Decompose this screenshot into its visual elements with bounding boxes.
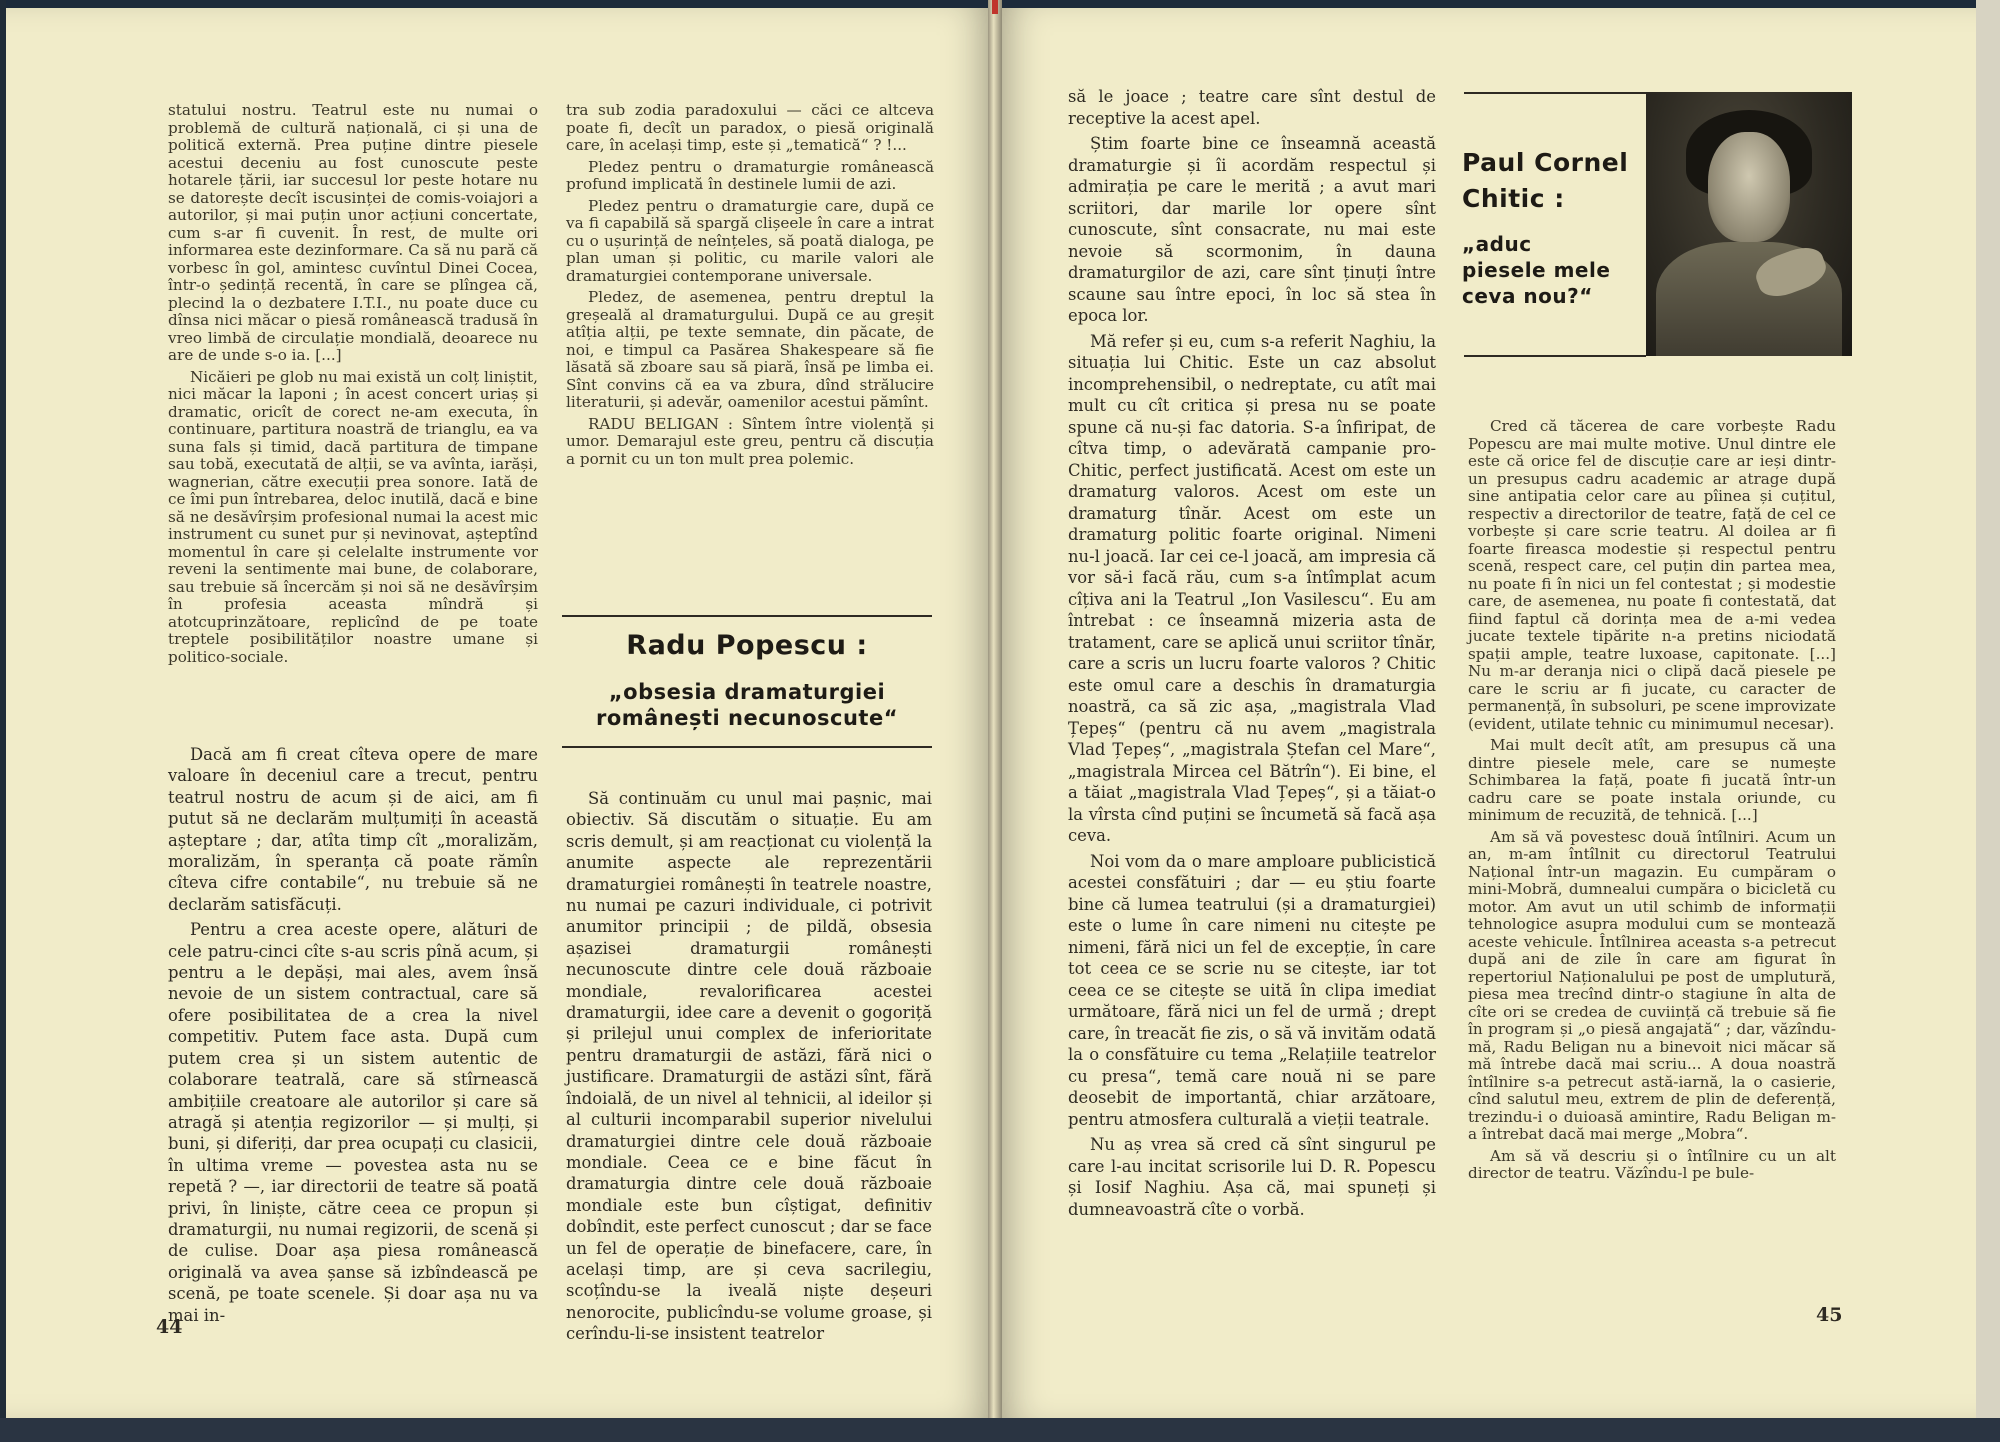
paragraph: Pledez pentru o dramaturgie care, după ce va fi capabilă să spargă clișeele în care a intrat cu o ușurință de neînțeles, să poată dialoga, pe plan uman și politic, cu marile valori ale dramaturgiei contemporane universale. [566, 196, 934, 285]
paragraph: statului nostru. Teatrul este nu numai o problemă de cultură națională, ci și una de politică externă. Prea puține dintre piesele acestui deceniu au fost cunoscute peste hotarele țării, iar succesul lor peste hotare nu se datorește decît iscusinței de comis-voiajori a autorilor, și mai puțin unor acțiuni concertate, cum s-ar fi cuvenit. În rest, de multe ori informarea este dezinformare. Ca să nu pară că vorbesc în gol, amintesc cuvîntul Dinei Cocea, într-o ședință recentă, în care se plîngea că, plecind la o dezbatere I.T.I., nu poate duce cu dînsa nici măcar o piesă românească tradusă în vreo limbă de circulație mondială, deoarece nu are de unde s-o ia. [...] [168, 101, 538, 364]
right-column-3 [1068, 86, 1436, 1224]
paragraph: Nu aș vrea să cred că sînt singurul pe care l-au incitat scrisorile lui D. R. Popescu și Iosif Naghiu. Așa că, mai spuneți și dumneavoastră cîte o vorbă. [1068, 1135, 1436, 1219]
paragraph: Dacă am fi creat cîteva opere de mare valoare în deceniul care a trecut, pentru teatrul nostru de acum și de aici, am fi putut să ne declarăm mulțumiți în această așteptare ; dar, atîta timp cît „moralizăm, moralizăm, în speranța că poate rămîn cîteva cifre contabile“, nu trebuie să ne declarăm satisfăcuți. [168, 745, 538, 914]
heading-name-line1: Paul Cornel [1462, 148, 1629, 177]
left-column-2-bottom [566, 788, 932, 1349]
paragraph: să le joace ; teatre care sînt destul de receptive la acest apel. [1068, 87, 1436, 128]
page-number-left: 44 [156, 1316, 183, 1338]
heading-subtitle-line1: „aduc [1462, 232, 1532, 256]
heading-name: Radu Popescu : [626, 630, 868, 661]
paragraph: Noi vom da o mare amploare publicistică acestei consfătuiri ; dar — eu știu foarte bine că lumea teatrului (și a dramaturgiei) este o lume în care nimeni nu citește pe nimeni, fără nici un fel de excepție, în care tot ceea ce se scrie nu se citește, iar tot ceea ce se citește se uită în clipa imediat următoare, fără nici un fel de urmă ; drept care, în treacăt fie zis, o să vă invităm odată la o consfătuire cu tema „Relațiile teatrelor cu presa“, temă care nouă ni se pare deosebit de importantă, chiar arzătoare, pentru atmosfera culturală a vieții teatrale. [1068, 851, 1436, 1129]
portrait-face [1708, 132, 1790, 242]
heading-rule-bottom-right [1464, 355, 1646, 357]
paragraph: Pentru a crea aceste opere, alături de cele patru-cinci cîte s-au scris pînă acum, și pentru a le depăși, mai ales, avem însă nevoie de un sistem contractual, care să ofere posibilitatea de a crea la nivel competitiv. Putem face asta. După cum putem crea și un sistem autentic de colaborare teatrală, care să stîrnească ambițiile creatoare ale autorilor și care să atragă și atenția regizorilor — și mulți, și buni, și diferiți, dar prea ocupați cu clasicii, în ultima vreme — povestea asta nu se repetă ? —, iar directorii de teatre să poată privi, în liniște, către ceea ce propun și dramaturgii, nu numai regizorii, de scenă și de culise. Doar așa piesa românească originală va avea șanse să izbîndească pe scenă, pe toate scenele. Și doar așa nu va mai in- [168, 920, 538, 1325]
paragraph: Nicăieri pe glob nu mai există un colț liniștit, nici măcar la laponi ; în acest concert uriaș și dramatic, oricît de corect ne-am executa, în continuare, partitura noastră de trianglu, ea va suna fals și timid, dacă partitura de timpane sau tobă, executată de alții, se va avînta, iarăși, wagnerian, către execuții prea sonore. Iată de ce îmi pun întrebarea, deloc inutilă, dacă e bine să ne desăvîrșim profesional numai la acest mic instrument cu sunet pur și nevinovat, așteptînd momentul în care și celelalte instrumente vor reveni la sentimente mai bune, de colaborare, sau trebuie să încercăm și noi să ne desăvîrșim în profesia aceasta mîndră și atotcuprinzătoare, replicînd de pe toate treptele posibilităților noastre umane și politico-sociale. [168, 367, 538, 666]
paragraph: Să continuăm cu unul mai pașnic, mai obiectiv. Să discutăm o situație. Eu am scris demult, și am reacționat cu violență la anumite aspecte ale reprezentării dramaturgiei românești în teatrele noastre, nu numai pe cazuri individuale, ci potrivit anumitor principii ; de pildă, obsesia așazisei dramaturgii românești necunoscute dintre cele două războaie mondiale, revalorificarea acestei dramaturgii, idee care a devenit o gogoriță și prilejul unui complex de inferioritate pentru dramaturgii de astăzi, fără nici o justificare. Dramaturgii de astăzi sînt, fără îndoială, de un nivel al tehnicii, al ideilor și al culturii incomparabil superior nivelului dramaturgiei dintre cele două războaie mondiale. Ceea ce e bine făcut în dramaturgia dintre cele două războaie mondiale este bun cîștigat, definitiv dobîndit, este perfect cunoscut ; dar se face un fel de operație de binefacere, care, în același timp, are și ceva sacrilegiu, scoțîndu-se la iveală niște deșeuri nenorocite, publicîndu-se volume groase, și cerîndu-li-se insistent teatrelor [566, 789, 932, 1344]
heading-rule-top [562, 615, 932, 617]
book-gutter [988, 0, 1002, 1418]
right-column-4 [1468, 418, 1836, 1187]
paragraph: Pledez pentru o dramaturgie românească profund implicată în destinele lumii de azi. [566, 157, 934, 193]
page-edges-right [1976, 0, 2000, 1442]
paragraph: Știm foarte bine ce înseamnă această dramaturgie și îi acordăm respectul și admirația pe care le merită ; a avut mari scriitori, dar marile lor opere sînt cunoscute, sînt consacrate, nu mai este nevoie să scormonim, în dauna dramaturgilor de azi, care sînt ținuți între scaune sau între epoci, în loc să stea în epoca lor. [1068, 134, 1436, 325]
left-column-1 [168, 102, 538, 670]
left-column-2-top [566, 102, 934, 472]
heading-rule-bottom [562, 746, 932, 748]
heading-rule-top-right [1464, 92, 1646, 94]
heading-subtitle-1: „obsesia dramaturgiei [608, 680, 886, 704]
page-number-right: 45 [1816, 1304, 1843, 1326]
binding-thread [992, 0, 998, 14]
heading-name-line2: Chitic : [1462, 184, 1565, 213]
paragraph: Cred că tăcerea de care vorbește Radu Popescu are mai multe motive. Unul dintre ele este că orice fel de discuție care ar ieși dintr-un presupus cadru academic ar atrage după sine antipatia celor care au pîinea și cuțitul, respectiv a directorilor de teatre, față de cel ce vorbește și care scrie teatru. Al doilea ar fi foarte fireasca modestie și respectul pentru scenă, respect care, cel puțin din partea mea, nu poate fi în nici un fel contestat ; și modestie care, de asemenea, nu poate fi contestată, dat fiind faptul că dorința mea de a-mi vedea jucate textele tipărite n-a pretins niciodată spații ample, teatre luxoase, capitonate. [...] Nu m-ar deranja nici o clipă dacă piesele pe care le scriu ar fi jucate, cu caracter de permanență, în subsoluri, pe scene improvizate (evident, utilate tehnic cu minimumul necesar). [1468, 417, 1836, 733]
paragraph: RADU BELIGAN : Sîntem între violență și umor. Demarajul este greu, pentru că discuția a pornit cu un ton mult prea polemic. [566, 414, 934, 468]
paragraph: Pledez, de asemenea, pentru dreptul la greșeală al dramaturgului. După ce au greșit atîția alții, pe texte semnate, din păcate, de noi, e timpul ca Pasărea Shakespeare să fie lăsată să zboare sau să piară, însă pe limba ei. Sînt convins că ea va zbura, dînd strălucire literaturii, și adevăr, oamenilor acestui pămînt. [566, 288, 934, 411]
paragraph: tra sub zodia paradoxului — căci ce altceva poate fi, decît un paradox, o piesă originală care, în același timp, este și „tematică“ ? !... [566, 101, 934, 154]
left-column-1-lower [168, 744, 538, 1330]
author-portrait-photo [1646, 92, 1852, 356]
paragraph: Am să vă descriu și o întîlnire cu un alt director de teatru. Văzîndu-l pe bule- [1468, 1146, 1836, 1182]
heading-subtitle-line3: ceva nou?“ [1462, 284, 1593, 308]
paragraph: Mai mult decît atît, am presupus că una dintre piesele mele, care se numește Schimbarea la față, poate fi jucată într-un cadru care se poate instala oriunde, cu minimum de recuzită, de tehnică. [...] [1468, 736, 1836, 824]
paragraph: Am să vă povestesc două întîlniri. Acum un an, m-am întîlnit cu directorul Teatrului Național într-un magazin. Eu cumpăram o mini-Mobră, dumnealui cumpăra o bicicletă cu motor. Am avut un util schimb de informații tehnologice asupra modului cum se montează aceste vehicule. Întîlnirea aceasta s-a petrecut după ani de zile în care am figurat în repertoriul Naționalului pe post de umplutură, piesa mea trecînd dintr-o stagiune în alta de cîte ori se credea de cuviință că trebuie să fie în program și „o piesă angajată“ ; dar, văzîndu-mă, Radu Beligan nu a binevoit nici măcar să mă întrebe dacă mai scriu... A doua noastră întîlnire s-a petrecut astă-iarnă, la o casierie, cînd salutul meu, extrem de plin de deferență, trezindu-i o duioasă amintire, Radu Beligan m-a întrebat dacă mai merge „Mobra“. [1468, 827, 1836, 1143]
heading-subtitle-line2: piesele mele [1462, 258, 1611, 282]
heading-subtitle-2: românești necunoscute“ [595, 706, 899, 730]
paragraph: Mă refer și eu, cum s-a referit Naghiu, la situația lui Chitic. Este un caz absolut incomprehensibil, o nedreptate, cu atît mai mult cu cît critica și presa nu se poate spune că nu-și fac datoria. S-a înfiripat, de cîtva timp, o adevărată campanie pro-Chitic, perfect justificată. Acest om este un dramaturg valoros. Acest om este un dramaturg tînăr. Acest om este un dramaturg politic foarte original. Nimeni nu-l joacă. Iar cei ce-l joacă, am impresia că vor să-i facă rău, cum s-a întîmplat acum cîțiva ani la Teatrul „Ion Vasilescu“. Eu am întrebat : ce înseamnă mizeria asta de tratament, care se aplică unui scriitor tînăr, care a scris un lucru foarte valoros ? Chitic este omul care a deschis în dramaturgia noastră, ca să zic așa, „magistrala Vlad Țepeș“ (pentru că nu avem „magistrala Vlad Țepeș“, „magistrala Ștefan cel Mare“, „magistrala Mircea cel Bătrîn“). Ei bine, el a tăiat „magistrala Vlad Țepeș“, și a tăiat-o la vîrsta cînd puțini se încumetă să facă așa ceva. [1068, 331, 1436, 845]
table-surface-bottom [0, 1418, 2000, 1442]
